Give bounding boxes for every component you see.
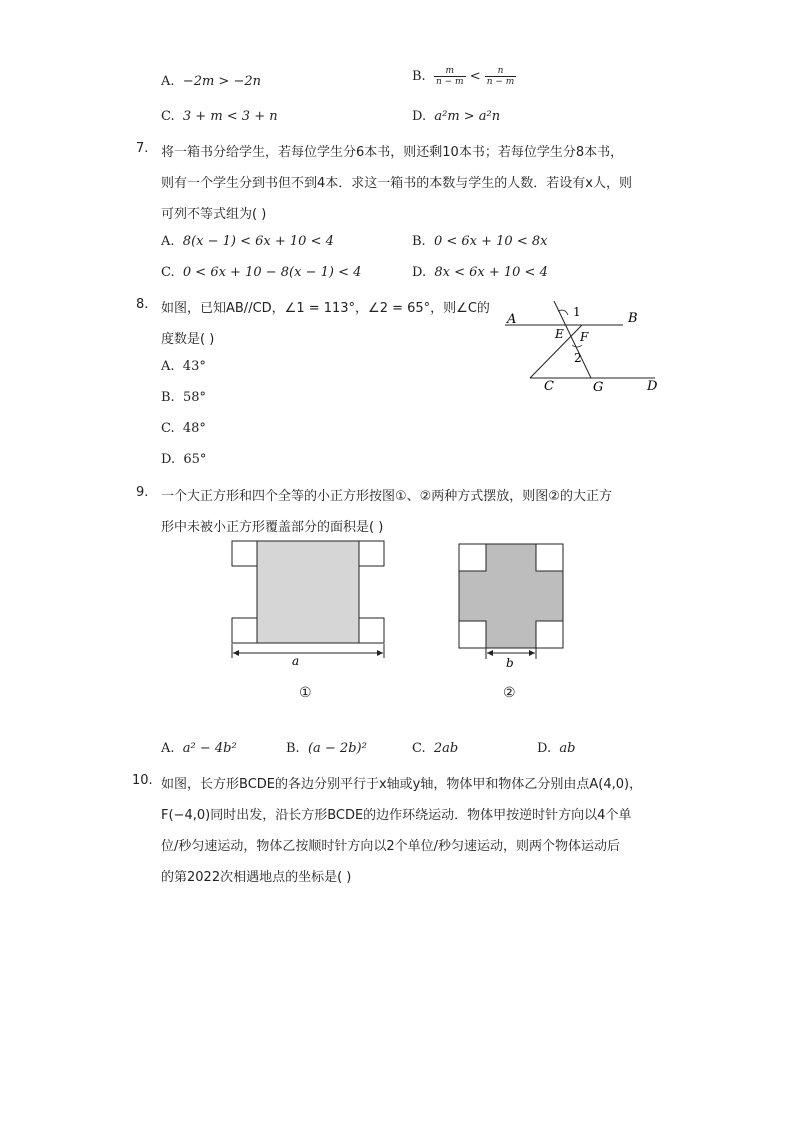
option-letter: B. [412, 69, 426, 84]
q8-number: 8. [136, 297, 149, 312]
option-text: ab [559, 741, 576, 756]
option-text: 58° [182, 390, 206, 405]
q8-line-2: 度数是( ) [161, 332, 215, 347]
less-than-sign: < [469, 69, 481, 84]
q9-line-1: 一个大正方形和四个全等的小正方形按图①、②两种方式摆放，则图②的大正方 [161, 489, 612, 504]
q8-option-a[interactable] [161, 359, 206, 374]
q7-option-b[interactable] [412, 234, 547, 249]
option-text: 3 + m < 3 + n [182, 109, 278, 124]
q8-option-d[interactable] [161, 452, 206, 467]
label-d: D [647, 379, 658, 394]
q9-number: 9. [136, 485, 149, 500]
label-c: C [544, 379, 554, 394]
small-square-tl [232, 541, 257, 566]
small-square-bl [232, 618, 257, 643]
option-letter: A. [161, 234, 175, 249]
label-angle-2: 2 [574, 351, 582, 365]
q6-option-b[interactable] [412, 66, 516, 87]
option-letter: C. [412, 741, 426, 756]
q6-option-d[interactable] [412, 109, 500, 124]
option-letter: B. [286, 741, 300, 756]
label-e: E [555, 327, 564, 341]
angle-2-arc [572, 345, 582, 347]
q9-figure-1 [228, 538, 390, 668]
q9-figure-2 [455, 540, 570, 670]
label-f: F [580, 330, 589, 344]
label-a: A [507, 312, 517, 327]
small-square-br [536, 621, 563, 648]
q9-option-b[interactable] [286, 741, 367, 756]
q8-option-c[interactable] [161, 421, 206, 436]
option-text: −2m > −2n [182, 74, 261, 89]
option-letter: C. [161, 109, 175, 124]
option-letter: C. [161, 421, 175, 436]
option-text: (a − 2b)² [307, 741, 367, 756]
option-letter: D. [537, 741, 552, 756]
small-square-tr [536, 544, 563, 571]
big-square [257, 541, 359, 643]
q10-line-2: F(−4,0)同时出发，沿长方形BCDE的边作环绕运动．物体甲按逆时针方向以4个单 [161, 808, 632, 823]
q8-parallel-lines-figure [495, 295, 675, 400]
fraction-2: $\frac{n}{n - m}$ [486, 66, 515, 87]
option-letter: C. [161, 265, 175, 280]
q7-line-3: 可列不等式组为( ) [161, 207, 267, 222]
option-text: 0 < 6x + 10 − 8(x − 1) < 4 [182, 265, 362, 280]
small-square-br [359, 618, 384, 643]
option-text: 2ab [433, 741, 459, 756]
option-text: 43° [182, 359, 206, 374]
q9-line-2: 形中未被小正方形覆盖部分的面积是( ) [161, 520, 384, 535]
option-text: a² − 4b² [182, 741, 237, 756]
label-angle-1: 1 [573, 305, 581, 319]
q7-option-c[interactable] [161, 265, 361, 280]
q7-line-1: 将一箱书分给学生，若每位学生分6本书，则还剩10本书；若每位学生分8本书， [161, 145, 624, 160]
q8-line-1: 如图，已知AB//CD，∠1 = 113°，∠2 = 65°，则∠C的 [161, 301, 490, 316]
option-text: 8x < 6x + 10 < 4 [434, 265, 548, 280]
option-text: 8(x − 1) < 6x + 10 < 4 [182, 234, 334, 249]
option-letter: A. [161, 741, 175, 756]
q7-option-d[interactable] [412, 265, 548, 280]
option-letter: D. [412, 109, 427, 124]
option-letter: A. [161, 74, 175, 89]
option-letter: A. [161, 359, 175, 374]
small-square-tl [459, 544, 486, 571]
q10-number: 10. [132, 773, 153, 788]
figure-1-label: ① [299, 685, 312, 701]
option-text: 0 < 6x + 10 < 8x [433, 234, 548, 249]
option-text: 48° [182, 421, 206, 436]
q9-option-c[interactable] [412, 741, 458, 756]
option-text: a²m > a²n [434, 109, 501, 124]
label-b: b [506, 656, 514, 670]
small-square-tr [359, 541, 384, 566]
q6-option-a[interactable] [161, 74, 261, 89]
option-letter: B. [161, 390, 175, 405]
q6-option-c[interactable] [161, 109, 278, 124]
figure-2-label: ② [503, 685, 516, 701]
q7-line-2: 则有一个学生分到书但不到4本．求这一箱书的本数与学生的人数．若设有x人，则 [161, 176, 632, 191]
option-letter: D. [412, 265, 427, 280]
option-letter: B. [412, 234, 426, 249]
q10-line-4: 的第2022次相遇地点的坐标是( ) [161, 870, 352, 885]
label-g: G [593, 380, 604, 395]
q9-option-d[interactable] [537, 741, 575, 756]
small-square-bl [459, 621, 486, 648]
q9-option-a[interactable] [161, 741, 237, 756]
q10-line-1: 如图，长方形BCDE的各边分别平行于x轴或y轴，物体甲和物体乙分别由点A(4,0)， [161, 777, 643, 792]
q7-option-a[interactable] [161, 234, 334, 249]
label-b: B [628, 311, 638, 326]
option-letter: D. [161, 452, 176, 467]
label-a: a [292, 654, 300, 668]
q7-number: 7. [136, 141, 149, 156]
option-text: 65° [183, 452, 207, 467]
q8-option-b[interactable] [161, 390, 206, 405]
q10-line-3: 位/秒匀速运动，物体乙按顺时针方向以2个单位/秒匀速运动，则两个物体运动后 [161, 839, 621, 854]
fraction-1: $\frac{m}{n - m}$ [435, 66, 464, 87]
